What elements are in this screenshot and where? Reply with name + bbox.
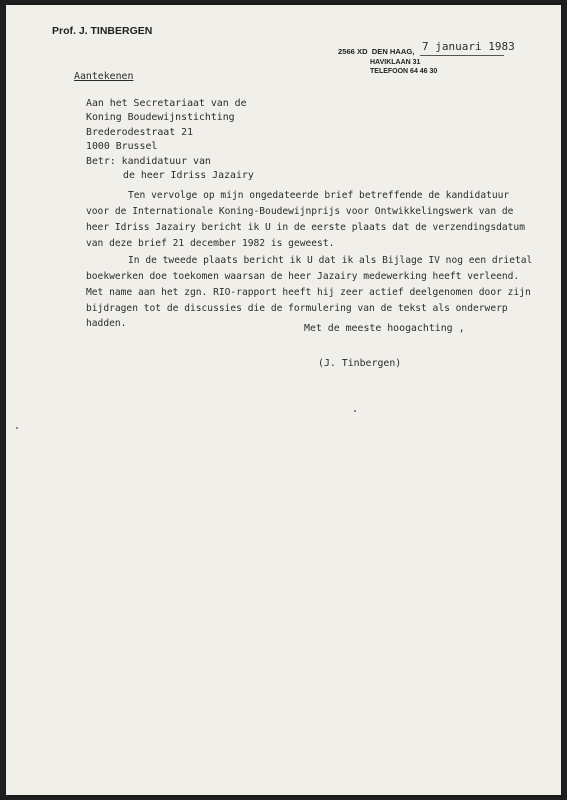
date-underline (420, 55, 504, 56)
body-line: heer Idriss Jazairy bericht ik U in de eerste plaats dat de verzendingsdatum (86, 222, 525, 233)
letterhead-city: 2566 XD DEN HAAG, (338, 47, 415, 56)
recipient-line: Aan het Secretariaat van de (86, 98, 247, 109)
recipient-line: Brederodestraat 21 (86, 127, 194, 138)
letter-date: 7 januari 1983 (422, 40, 515, 53)
letterhead-sender: Prof. J. TINBERGEN (52, 25, 153, 37)
letter-page (6, 5, 561, 795)
body-line: voor de Internationale Koning-Boudewijnprijs voor Ontwikkelingswerk van de (86, 206, 514, 217)
closing-line: Met de meeste hoogachting , (304, 323, 465, 334)
body-line: hadden. (86, 318, 127, 329)
body-line: boekwerken doe toekomen waarsan de heer Jazairy medewerking heeft verleend. (86, 271, 520, 282)
body-line: bijdragen tot de discussies die de formulering van de tekst als onderwerp (86, 303, 508, 314)
recipient-line: 1000 Brussel (86, 141, 158, 152)
signature-name: (J. Tinbergen) (318, 358, 402, 369)
paper-speck (354, 410, 356, 412)
subject-line-2: de heer Idriss Jazairy (123, 170, 254, 181)
recipient-line: Koning Boudewijnstichting (86, 112, 235, 123)
paper-speck (16, 427, 18, 429)
subject-line: Betr: kandidatuur van (86, 156, 211, 167)
body-line: In de tweede plaats bericht ik U dat ik als Bijlage IV nog een drietal (128, 255, 533, 266)
body-line: Ten vervolge op mijn ongedateerde brief betreffende de kandidatuur (128, 190, 510, 201)
body-line: van deze brief 21 december 1982 is geweest. (86, 238, 335, 249)
letterhead-street: HAVIKLAAN 31 (370, 59, 421, 66)
letterhead-phone: TELEFOON 64 46 30 (370, 68, 438, 75)
body-line: Met name aan het zgn. RIO-rapport heeft hij zeer actief deelgenomen door zijn (86, 287, 531, 298)
registered-mail-note: Aantekenen (74, 71, 134, 82)
